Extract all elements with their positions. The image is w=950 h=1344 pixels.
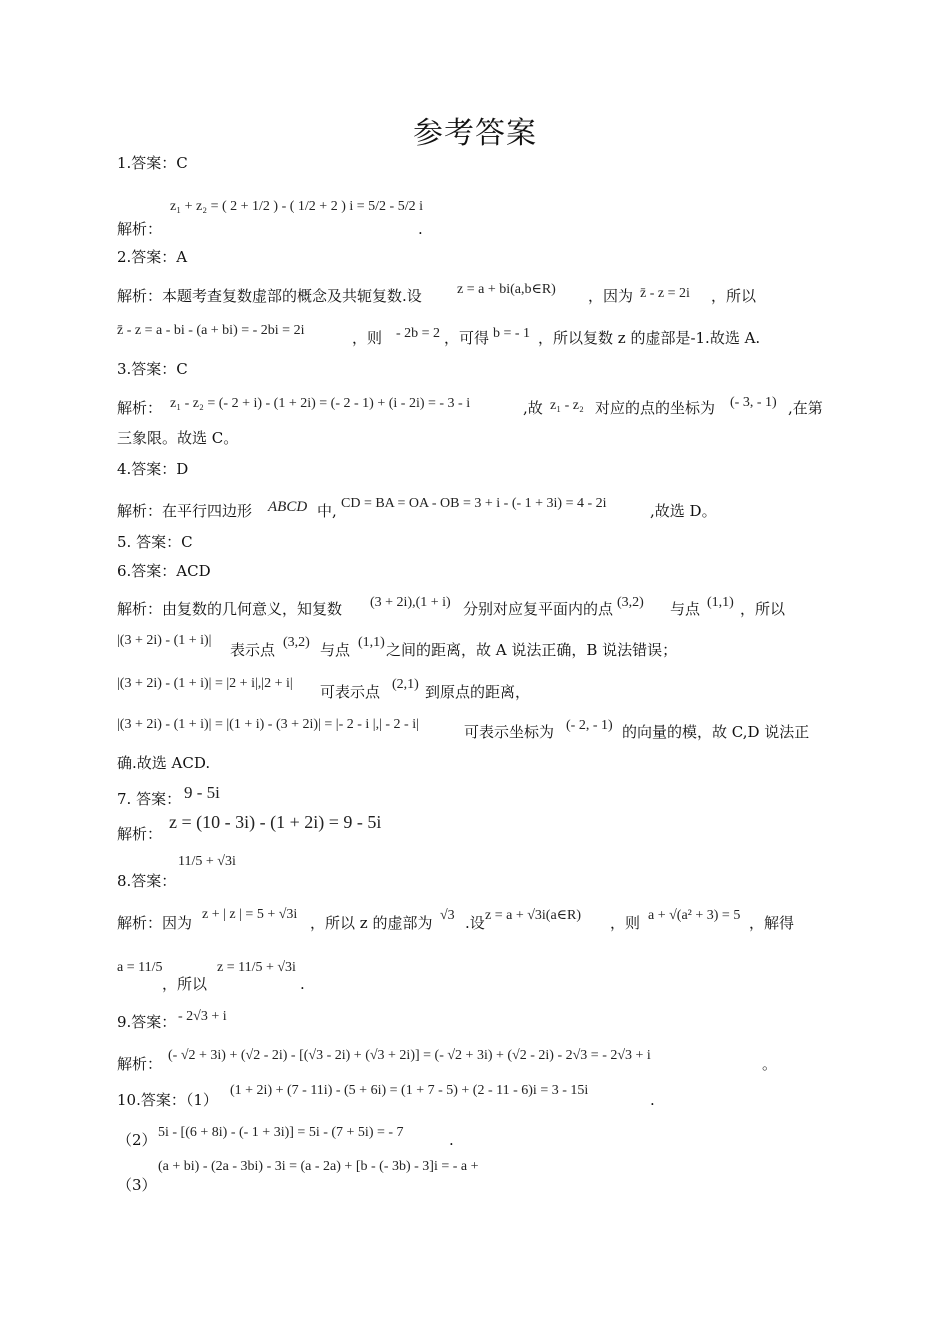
formula-6h: (2,1)	[392, 677, 419, 692]
answer-9: 9.答案：	[117, 1013, 177, 1031]
formula-6f: (1,1)	[358, 635, 385, 650]
text: .设	[465, 914, 485, 932]
formula-8a: 11/5 + √3i	[178, 854, 236, 869]
answer-4: 4.答案：D	[117, 460, 189, 478]
text: ，所以复数 z 的虚部是-1.故选 A.	[538, 329, 761, 347]
formula-6d: |(3 + 2i) - (1 + i)|	[117, 633, 212, 648]
text: 三象限。故选 C。	[117, 429, 239, 447]
answer-3: 3.答案：C	[117, 360, 188, 378]
analysis-2-text: 解析：本题考查复数虚部的概念及共轭复数.设	[117, 287, 422, 305]
period: .	[300, 975, 305, 993]
formula-8b: z + | z | = 5 + √3i	[202, 907, 298, 922]
formula-8d: z = a + √3i(a∈R)	[485, 908, 582, 923]
formula-2a: z = a + bi(a,b∈R)	[457, 282, 556, 297]
text: ，解得	[749, 914, 795, 932]
formula-6e: (3,2)	[283, 635, 310, 650]
text: 可表示点	[320, 683, 381, 701]
formula-3a: z₁ - z₂ = (- 2 + i) - (1 + 2i) = (- 2 - 1) + (i - 2i) = - 3 - i	[170, 396, 471, 411]
formula-2d: - 2b = 2	[396, 326, 441, 341]
formula-6b: (3,2)	[617, 595, 644, 610]
text: 之间的距离，故 A 说法正确，B 说法错误；	[386, 641, 678, 659]
text: ，则	[610, 914, 641, 932]
answer-10: 10.答案：（1）	[117, 1091, 218, 1109]
text: 的向量的模，故 C,D 说法正	[622, 723, 810, 741]
formula-10b: 5i - [(6 + 8i) - (- 1 + 3i)] = 5i - (7 + 5i) = - 7	[158, 1125, 404, 1140]
formula-1: z₁ + z₂ = ( 2 + 1/2 ) - ( 1/2 + 2 ) i = 5/2 - 5/2 i	[170, 199, 423, 214]
formula-2c: z̄ - z = a - bi - (a + bi) = - 2bi = 2i	[117, 323, 305, 338]
formula-8c: √3	[440, 908, 455, 923]
formula-6c: (1,1)	[707, 595, 734, 610]
text: 与点	[320, 641, 351, 659]
text: ，所以 z 的虚部为	[310, 914, 433, 932]
formula-7b: z = (10 - 3i) - (1 + 2i) = 9 - 5i	[169, 812, 382, 832]
text: 可表示坐标为	[464, 723, 555, 741]
period: .	[449, 1131, 454, 1149]
text: 解析：由复数的几何意义，知复数	[117, 600, 343, 618]
analysis-label-3: 解析：	[117, 399, 163, 417]
text: 分别对应复平面内的点	[463, 600, 614, 618]
formula-9b: (- √2 + 3i) + (√2 - 2i) - [(√3 - 2i) + (√3 + 2i)] = (- √2 + 3i) + (√2 - 2i) - 2√3 = - 2√3 + i	[168, 1048, 651, 1063]
answer-7: 7. 答案：	[117, 790, 182, 808]
page-title: 参考答案	[413, 116, 537, 151]
formula-2b: z̄ - z = 2i	[640, 286, 690, 301]
text: 中,	[317, 502, 337, 520]
text: 解析：因为	[117, 914, 193, 932]
analysis-label-9: 解析：	[117, 1055, 163, 1073]
text: ，所以	[711, 287, 757, 305]
formula-6g: |(3 + 2i) - (1 + i)| = |2 + i|,|2 + i|	[117, 676, 293, 691]
answer-2: 2.答案：A	[117, 248, 188, 266]
text: ，可得	[444, 329, 490, 347]
period: .	[650, 1091, 655, 1109]
text: 与点	[670, 600, 701, 618]
formula-2e: b = - 1	[493, 326, 531, 341]
text: 表示点	[230, 641, 276, 659]
formula-3b: z₁ - z₂	[550, 398, 584, 413]
answer-5: 5. 答案：C	[117, 533, 193, 551]
part-label-2: （2）	[117, 1131, 157, 1149]
formula-6j: (- 2, - 1)	[566, 718, 613, 733]
formula-4b: CD = BA = OA - OB = 3 + i - (- 1 + 3i) = 4 - 2i	[341, 496, 607, 511]
answer-8: 8.答案：	[117, 872, 177, 890]
formula-10a: (1 + 2i) + (7 - 11i) - (5 + 6i) = (1 + 7 - 5) + (2 - 11 - 6)i = 3 - 15i	[230, 1083, 589, 1098]
formula-10c: (a + bi) - (2a - 3bi) - 3i = (a - 2a) + [b - (- 3b) - 3]i = - a +	[158, 1159, 479, 1174]
formula-9a: - 2√3 + i	[178, 1009, 227, 1024]
analysis-label-1: 解析：	[117, 220, 163, 238]
text: 确.故选 ACD.	[117, 754, 211, 772]
analysis-label-7: 解析：	[117, 825, 163, 843]
text: ，则	[352, 329, 383, 347]
text: 到原点的距离，	[425, 683, 531, 701]
text: ，所以	[162, 975, 208, 993]
text: ,故	[523, 399, 543, 417]
formula-8f: a = 11/5	[117, 960, 163, 975]
formula-3c: (- 3, - 1)	[730, 395, 777, 410]
period: .	[418, 220, 423, 238]
text: 解析：在平行四边形	[117, 502, 253, 520]
answer-1: 1.答案：C	[117, 154, 188, 172]
formula-8e: a + √(a² + 3) = 5	[648, 908, 741, 923]
formula-8g: z = 11/5 + √3i	[217, 960, 296, 975]
text: ,在第	[788, 399, 823, 417]
text: ,故选 D。	[650, 502, 717, 520]
formula-6i: |(3 + 2i) - (1 + i)| = |(1 + i) - (3 + 2i)| = |- 2 - i |,| - 2 - i|	[117, 717, 419, 732]
text: ，因为	[588, 287, 634, 305]
formula-7a: 9 - 5i	[184, 783, 220, 802]
text: 。	[762, 1055, 778, 1073]
answer-6: 6.答案：ACD	[117, 562, 211, 580]
formula-6a: (3 + 2i),(1 + i)	[370, 595, 451, 610]
text: ，所以	[740, 600, 786, 618]
formula-4a: ABCD	[268, 499, 308, 515]
part-label-3: （3）	[117, 1176, 157, 1194]
text: 对应的点的坐标为	[595, 399, 716, 417]
